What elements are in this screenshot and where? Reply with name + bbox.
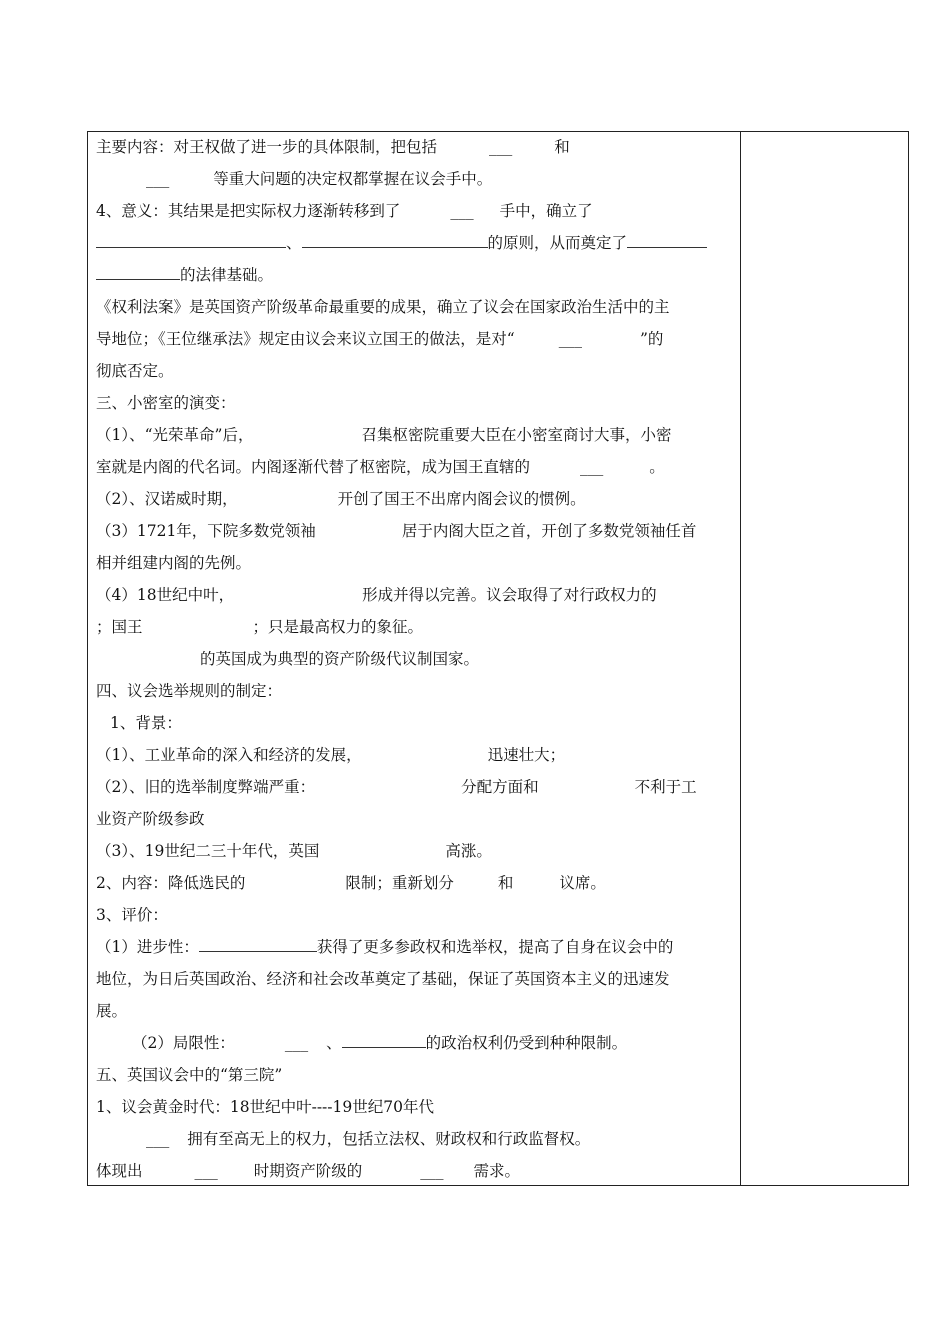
text: （1）、“光荣革命”后， <box>96 426 254 444</box>
text: 三、小密室的演变： <box>96 394 236 412</box>
text: 业资产阶级参政 <box>96 810 205 828</box>
text-line <box>96 521 736 541</box>
blank: ___ <box>558 330 582 348</box>
text: 。 <box>649 458 665 476</box>
text: 居于内阁大臣之首，开创了多数党领袖任首 <box>401 522 697 540</box>
text: 彻底否定。 <box>96 362 174 380</box>
blank: ___ <box>489 138 513 156</box>
text-line <box>96 969 736 989</box>
text: 等重大问题的决定权都掌握在议会手中。 <box>213 170 493 188</box>
section-heading <box>96 1065 736 1085</box>
fill-in-blank-line <box>96 233 286 248</box>
text: 手中，确立了 <box>499 202 593 220</box>
text-line <box>96 809 736 829</box>
blank: ___ <box>146 1130 170 1148</box>
table-column-divider <box>740 131 741 1186</box>
text: 体现出 <box>96 1162 143 1180</box>
text: 的英国成为典型的资产阶级代议制国家。 <box>200 650 480 668</box>
text: （1）进步性： <box>96 938 199 956</box>
text: 2、内容：降低选民的 <box>96 874 246 892</box>
text: 的政治权利仍受到种种限制。 <box>425 1034 628 1052</box>
text: 主要内容：对王权做了进一步的具体限制，把包括 <box>96 138 438 156</box>
fill-in-blank-line <box>302 233 488 248</box>
text: 1、背景： <box>110 714 182 732</box>
text: （2）局限性： <box>132 1034 235 1052</box>
text: 和 <box>497 874 514 892</box>
blank: ___ <box>284 1034 309 1052</box>
text: 形成并得以完善。议会取得了对行政权力的 <box>362 586 657 604</box>
text-line <box>96 201 736 221</box>
text: 和 <box>554 138 570 156</box>
text: （1）、工业革命的深入和经济的发展， <box>96 746 362 764</box>
text-line <box>96 1129 736 1149</box>
text: ；国王 <box>96 618 143 636</box>
text: 迅速壮大； <box>487 746 566 764</box>
text: 展。 <box>96 1002 128 1020</box>
text: 室就是内阁的代名词。内阁逐渐代替了枢密院，成为国王直辖的 <box>96 458 531 476</box>
text: 4、意义：其结果是把实际权力逐渐转移到了 <box>96 202 401 220</box>
text: 分配方面和 <box>461 778 539 796</box>
text: 拥有至高无上的权力，包括立法权、财政权和行政监督权。 <box>187 1130 591 1148</box>
text: 的原则，从而奠定了 <box>487 234 628 252</box>
section-heading <box>96 681 736 701</box>
text-line <box>96 1161 736 1181</box>
text: 地位，为日后英国政治、经济和社会改革奠定了基础，保证了英国资本主义的迅速发 <box>96 970 670 988</box>
text: 议席。 <box>559 874 606 892</box>
text-line <box>96 1001 736 1021</box>
text: 开创了国王不出席内阁会议的惯例。 <box>337 490 586 508</box>
text: 、 <box>326 1034 342 1052</box>
fill-in-blank-line <box>627 233 707 248</box>
text: 的法律基础。 <box>180 266 274 284</box>
text: 导地位；《王位继承法》规定由议会来议立国王的做法，是对“ <box>96 330 515 348</box>
text: 需求。 <box>473 1162 521 1180</box>
text: 五、英国议会中的“第三院” <box>96 1066 283 1084</box>
text-line <box>96 233 736 253</box>
text-line <box>96 873 736 893</box>
text: （3）1721年，下院多数党领袖 <box>96 522 316 540</box>
text-line <box>96 489 736 509</box>
blank: ___ <box>450 202 474 220</box>
text: 召集枢密院重要大臣在小密室商讨大事，小密 <box>361 426 672 444</box>
blank: ___ <box>420 1162 444 1180</box>
text-line <box>96 841 736 861</box>
text: （3）、19世纪二三十年代，英国 <box>96 842 320 860</box>
text: （4）18世纪中叶， <box>96 586 235 604</box>
text: 3、评价： <box>96 906 168 924</box>
text: 1、议会黄金时代：18世纪中叶----19世纪70年代 <box>96 1098 434 1116</box>
text: 限制；重新划分 <box>345 874 454 892</box>
text: 不利于工 <box>634 778 697 796</box>
text: 高涨。 <box>445 842 492 860</box>
text-line <box>96 905 736 925</box>
text: ；只是最高权力的象征。 <box>252 618 424 636</box>
text-line <box>96 937 736 957</box>
text-line <box>96 169 736 189</box>
blank: ___ <box>580 458 604 476</box>
text: 相并组建内阁的先例。 <box>96 554 252 572</box>
text-line <box>96 361 736 381</box>
text-line <box>96 265 736 285</box>
text-line <box>96 137 736 157</box>
fill-in-blank-line <box>342 1033 426 1048</box>
text-line <box>96 425 736 445</box>
blank: ___ <box>146 170 170 188</box>
text: （2）、旧的选举制度弊端严重： <box>96 778 316 796</box>
text-line <box>96 777 736 797</box>
text-line <box>96 745 736 765</box>
text-line <box>96 457 736 477</box>
text-line <box>96 713 736 733</box>
blank: ___ <box>194 1162 218 1180</box>
text-line <box>96 553 736 573</box>
fill-in-blank-line <box>199 937 317 952</box>
text: 《权利法案》是英国资产阶级革命最重要的成果，确立了议会在国家政治生活中的主 <box>96 298 670 316</box>
text-line <box>96 329 736 349</box>
text-line <box>96 1097 736 1117</box>
text: ”的 <box>639 330 664 348</box>
text-line <box>96 297 736 317</box>
section-heading <box>96 393 736 413</box>
text-line <box>96 649 736 669</box>
text: 、 <box>286 234 302 252</box>
text: 四、议会选举规则的制定： <box>96 682 283 700</box>
text: 获得了更多参政权和选举权，提高了自身在议会中的 <box>316 938 674 956</box>
text-line <box>96 1033 736 1053</box>
text-line <box>96 585 736 605</box>
text-line <box>96 617 736 637</box>
fill-in-blank-line <box>96 265 180 280</box>
text: （2）、汉诺威时期， <box>96 490 238 508</box>
text: 时期资产阶级的 <box>253 1162 363 1180</box>
